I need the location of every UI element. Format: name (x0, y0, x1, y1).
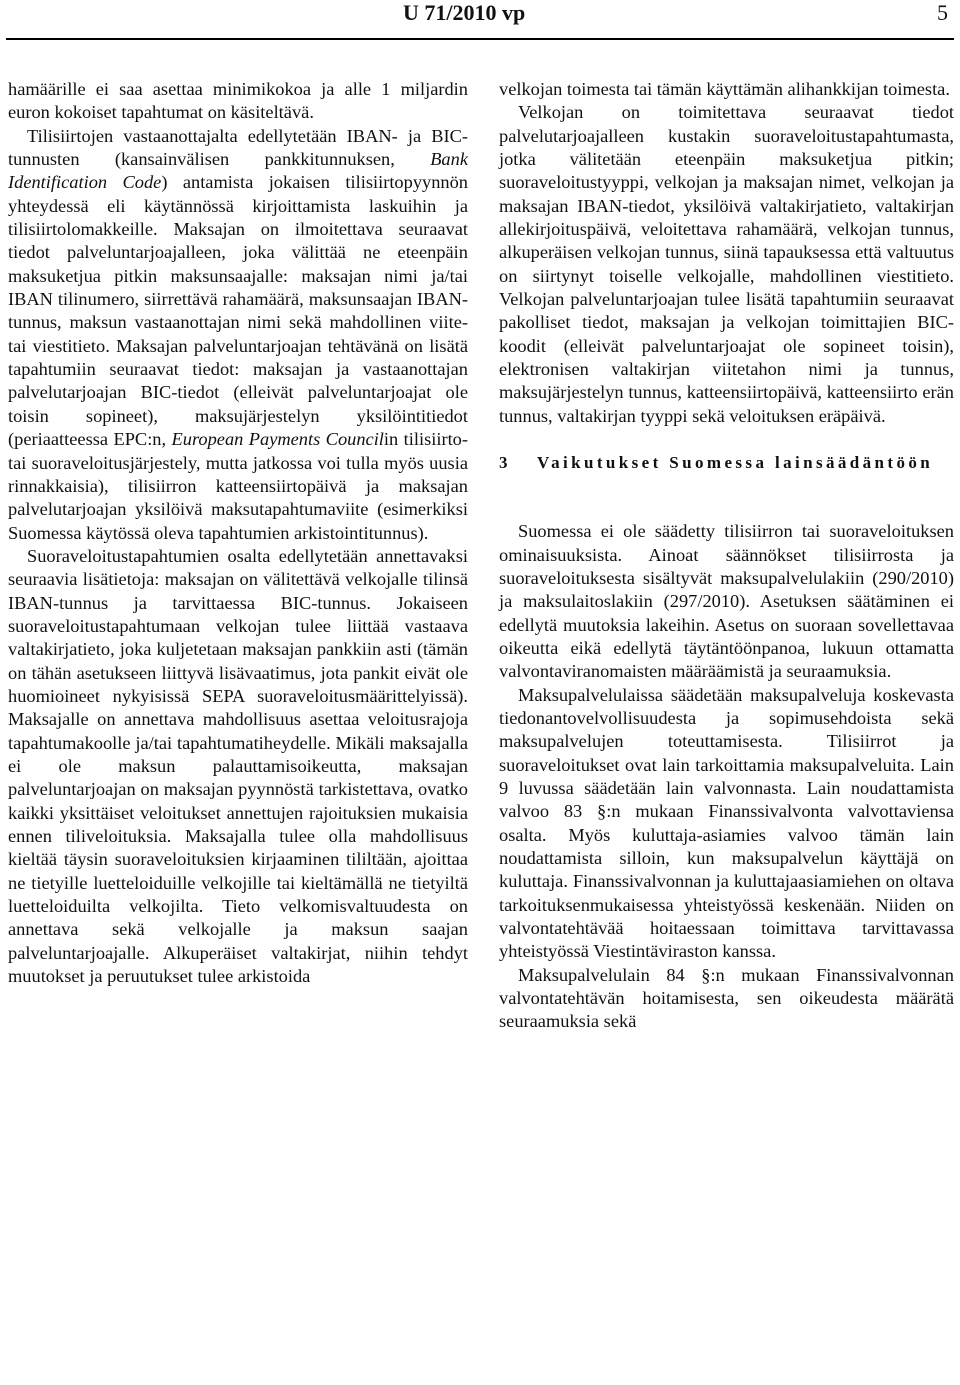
page-header (0, 0, 960, 40)
paragraph: velkojan toimesta tai tämän käyttämän alihankkijan toimesta. (499, 79, 950, 99)
paragraph: Maksupalvelulaissa säädetään maksupalveluja koskevasta tiedonantovelvollisuudesta ja sopimusehdoista sekä maksupalvelujen toteuttamisesta. Tilisiirrot ja suoraveloitukset ovat lain tarkoittamia maksupalveluita. Lain 9 luvussa säädetään lain valvonnasta. Lain noudattamista valvoo 83 §:n mukaan Finanssivalvonta valvottaviensa osalta. Myös kuluttaja-asiamies valvoo tämän lain noudattamista silloin, kun maksupalvelun käyttäjä on kuluttaja. Finanssivalvonnan ja kuluttajaasiamiehen on oltava tarkoituksenmukaisessa yhteistyössä keskenään. Niiden on valvontatehtävää hoitaessaan toimittava tarvittavassa yhteistyössä Viestintäviraston kanssa. (499, 684, 954, 962)
paragraph: hamäärille ei saa asettaa minimikokoa ja alle 1 miljardin euron kokoiset tapahtumat on käsiteltävä. (8, 79, 468, 123)
paragraph: Suoraveloitustapahtumien osalta edellytetään annettavaksi seuraavia lisätietoja: maksajan on välitettävä velkojalle tilinsä IBAN-tunnus ja tarvittaessa BIC-tunnus. Jokaiseen suoraveloitustapahtumaan velkojan tulee liittää vastaava valtakirjatieto, joka kuljetetaan maksajan pankkiin asti (tämän on tähän asetukseen liittyvä lisävaatimus, jota pankit eivät ole huomioineet nykyisissä SEPA suoraveloitusmäärittelyissä). Maksajalle on annettava mahdollisuus asettaa veloitusrajoja tapahtumakoolle ja/tai tapahtumatiheydelle. Mikäli maksajalla ei ole maksun palauttamisoikeutta, maksajan palveluntarjoajan on maksajan pyynnöstä tarkistettava, ovatko kaikki yksittäiset veloitukset annettujen rajoituksien mukaisia ennen tiliveloituksia. Maksajalla tulee olla mahdollisuus kieltää täysin suoraveloituksien kirjaaminen tililtään, ajoittaa ne tietyille luetteloiduille velkojille tai kieltämällä ne tietyiltä luetteloiduilta velkojilta. Tieto velkomisvaltuudesta on annettava sekä velkojalle ja maksun saajan palveluntarjoajalle. Alkuperäiset valtakirjat, niihin tehdyt muutokset ja peruutukset tulee arkistoida (8, 545, 468, 987)
section-heading (499, 451, 954, 474)
italic-term: Bank Identification Code (8, 149, 468, 193)
header-rule (6, 38, 954, 40)
paragraph: Velkojan on toimitettava seuraavat tiedot palvelutarjoajalleen kustakin suoraveloitustapahtumasta, jotka välitetään eteenpäin maksuketjua pitkin; suoraveloitustyyppi, velkojan ja maksajan nimet, velkojan ja maksajan IBAN-tiedot, yksilöivä valtakirjatieto, valtakirjan allekirjoituspäivä, veloitettava rahamäärä, velkojan tunnus, alkuperäisen velkojan tunnus, siinä tapauksessa että valtuutus on siirtynyt toiselle velkojalle, mahdollinen viestitieto. Velkojan palveluntarjoajan tulee lisätä tapahtumiin seuraavat pakolliset tiedot, maksajan ja velkojan toimittajien BIC-koodit (elleivät palveluntarjoajat ole sopineet toisin), elektronisen valtakirjan viitetahon nimi ja tunnus, maksujärjestelyn tunnus, katteensiirtopäivä, katteensiirto erän tunnus, valtakirjan tyyppi sekä veloituksen eräpäivä. (499, 102, 954, 426)
text-run: Tilisiirtojen vastaanottajalta edellytetään IBAN- ja BIC-tunnusten (kansainvälisen pankkitunnuksen, (8, 125, 468, 170)
right-column (499, 78, 954, 1034)
text-run: in tilisiirto- tai suoraveloitusjärjestely, mutta jatkossa voi tulla myös uusia rinnakkaisia), tilisiirron katteensiirtopäivä ja maksajan palvelutarjoajan yksilöivä maksutapahtumaviite (esimerkiksi Suomessa käytössä oleva tapahtumien arkistointitunnus). (8, 429, 469, 543)
paragraph: Suomessa ei ole säädetty tilisiirron tai suoraveloituksen ominaisuuksista. Ainoat säännökset tilisiirrosta ja suoraveloituksesta sisältyvät maksupalvelulakiin (290/2010) ja maksulaitoslakiin (297/2010). Asetuksen säätäminen ei edellytä muutoksia lakeihin. Asetus on suoraan sovellettavaa oikeutta eikä edellytä täytäntöönpanoa, lukuun ottamatta valvontaviranomaisten määräämistä ja seuraamuksia. (499, 521, 954, 682)
section-title: Vaikutukset Suomessa lainsäädäntöön (537, 453, 934, 473)
italic-term: European Payments Council (171, 429, 384, 450)
section-spacer (499, 474, 954, 520)
document-id: U 71/2010 vp (403, 0, 526, 25)
section-number: 3 (499, 453, 508, 473)
text-run: ) antamista jokaisen tilisiirtopyynnön yhteydessä eli käytännössä kirjoittamista laskuihin ja tilisiirtolomakkeille. Maksajan on ilmoitettava seuraavat tiedot palveluntarjoajalleen, joka välittää ne eteenpäin maksuketjua pitkin maksunsaajalle: maksajan nimi ja/tai IBAN tilinumero, siirrettävä rahamäärä, maksunsaajan IBAN-tunnus, maksun vastaanottajan nimi sekä mahdollinen viite- tai viestitieto. Maksajan palveluntarjoajan tehtävänä on lisätä tapahtumiin seuraavat tiedot: maksajan ja vastaanottajan palvelutarjoajan BIC-tiedot (elleivät palveluntarjoajat ole toisin sopineet), maksujärjestelyn yksilöintitiedot (periaatteessa EPC:n, (8, 172, 468, 450)
left-column (8, 78, 468, 988)
paragraph (8, 125, 468, 545)
paragraph: Maksupalvelulain 84 §:n mukaan Finanssivalvonnan valvontatehtävän hoitamisesta, sen oikeudesta määrätä seuraamuksia sekä (499, 964, 954, 1032)
page-number: 5 (937, 0, 948, 25)
